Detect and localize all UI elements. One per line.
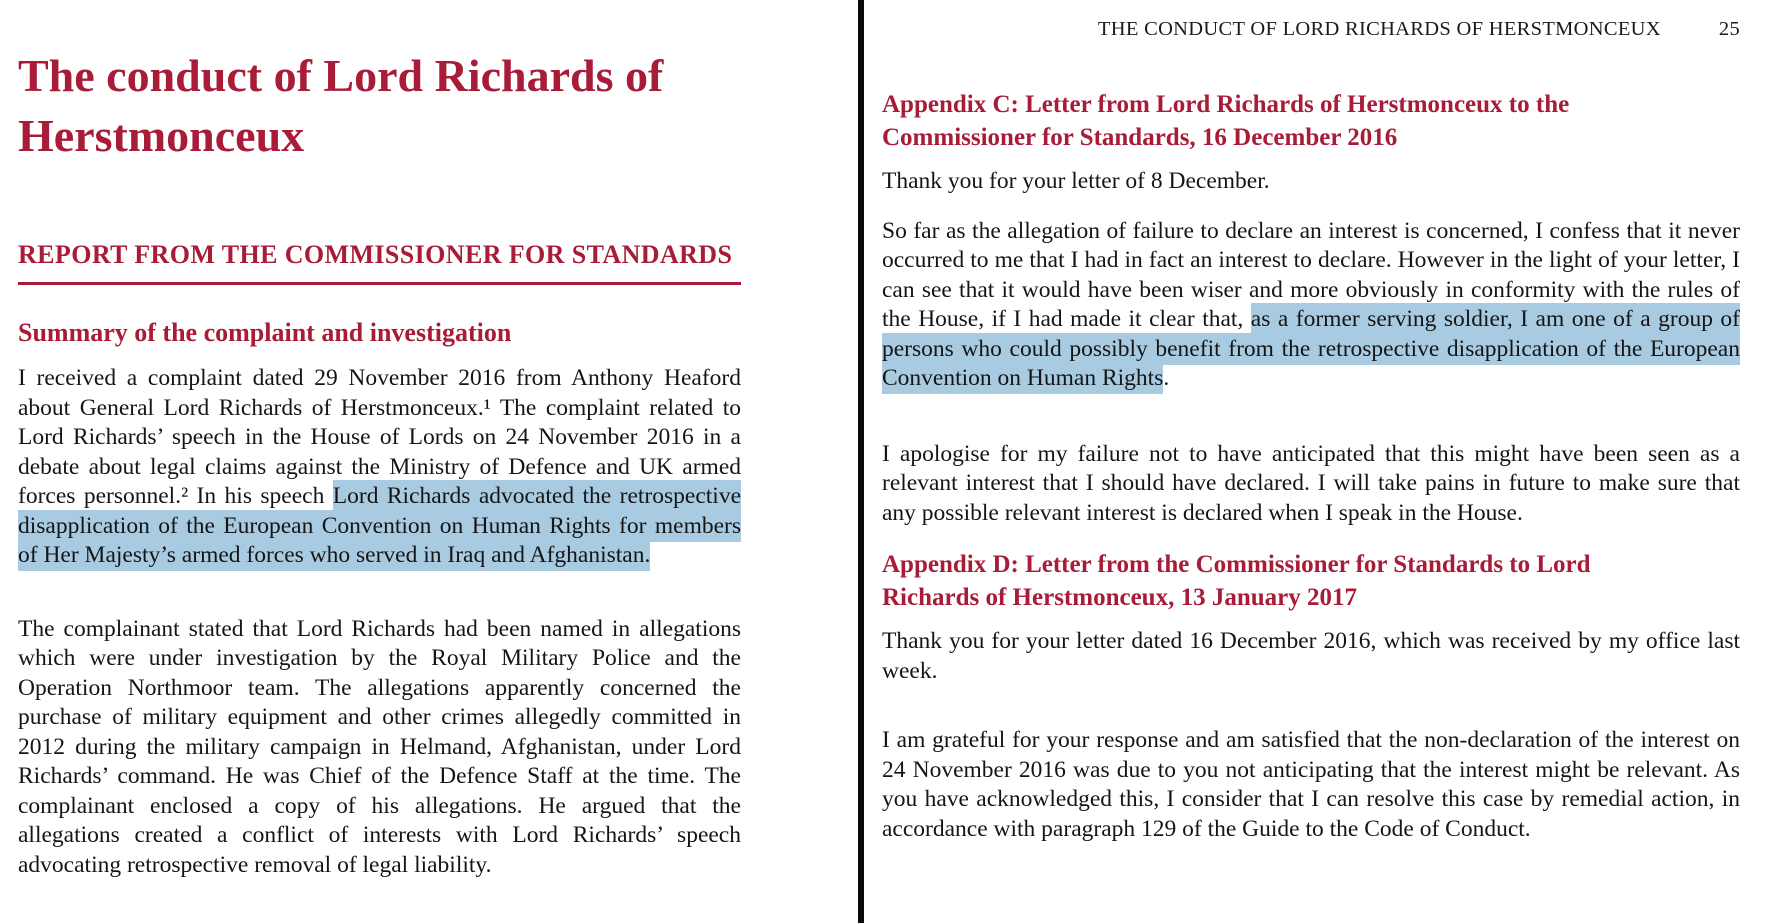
report-title-line: The conduct of Lord Richards of <box>18 50 664 101</box>
paragraph-complaint <box>18 364 741 571</box>
page-right <box>864 0 1766 923</box>
appendix-d-heading <box>882 548 1740 614</box>
paragraph-text: The complainant stated that Lord Richards had been named in allegations which were under investigation by the Royal Military Police and the Operation Northmoor team. The allegations apparently concerned the purchase of military equipment and other crimes allegedly committed in 2012 during the military campaign in Helmand, Afghanistan, under Lord Richards’ command. He was Chief of the Defence Staff at the time. The complainant enclosed a copy of his allegations. He argued that the allegations created a conflict of interests with Lord Richards’ speech advocating retrospective removal of legal liability. <box>18 615 741 878</box>
appendix-d-heading-line: Appendix D: Letter from the Commissioner for Standards to Lord <box>882 551 1591 578</box>
appendix-c-heading-line: Appendix C: Letter from Lord Richards of Herstmonceux to the <box>882 91 1570 118</box>
paragraph-text: So far as the allegation of failure to declare an interest is concerned, I confess that it never occurred to me that I had in fact an interest to declare. However in the light of your letter, I can see that it would have been wiser and more obviously in conformity with the rules of the House, if I had made it clear that, <box>882 217 1740 332</box>
running-title: THE CONDUCT OF LORD RICHARDS OF HERSTMONCEUX <box>1097 18 1661 40</box>
paragraph-text: Thank you for your letter dated 16 December 2016, which was received by my office last week. <box>882 628 1740 684</box>
appendix-c-heading <box>882 88 1740 154</box>
report-title <box>18 46 741 166</box>
report-title-line: Herstmonceux <box>18 110 305 161</box>
paragraph-text: . <box>1163 365 1170 391</box>
highlighted-text: Lord Richards advocated the retrospective disapplication of the European Convention on Human Rights for members of Her Majesty’s armed forces who served in Iraq and Afghanistan. <box>18 480 741 571</box>
paragraph-letter-d-2 <box>882 726 1740 844</box>
page-left <box>0 0 858 923</box>
paragraph-letter-c-3 <box>882 440 1740 529</box>
paragraph-letter-d-1 <box>882 627 1740 686</box>
appendix-d-heading-line: Richards of Herstmonceux, 13 January 2017 <box>882 584 1357 611</box>
paragraph-letter-c-1 <box>882 167 1740 197</box>
running-header <box>882 16 1740 42</box>
paragraph-text: I received a complaint dated 29 November 2016 from Anthony Heaford about General Lord Richards of Herstmonceux.¹ The complaint related to Lord Richards’ speech in the House of Lords on 24 November 2016 in a debate about legal claims against the Ministry of Defence and UK armed forces personnel.² In his speech <box>18 365 741 509</box>
subsection-heading-summary: Summary of the complaint and investigation <box>18 318 512 347</box>
section-heading-report: REPORT FROM THE COMMISSIONER FOR STANDARDS <box>18 240 741 285</box>
paragraph-letter-c-2 <box>882 217 1740 394</box>
paragraph-text: I apologise for my failure not to have anticipated that this might have been seen as a relevant interest that I should have declared. I will take pains in future to make sure that any possible relevant interest is declared when I speak in the House. <box>882 440 1740 526</box>
highlighted-text: as a former serving soldier, I am one of a group of persons who could possibly benefit from the retrospective disapplication of the European Convention on Human Rights <box>882 303 1740 394</box>
paragraph-text: Thank you for your letter of 8 December. <box>882 168 1270 194</box>
appendix-c-heading-line: Commissioner for Standards, 16 December 2016 <box>882 124 1398 151</box>
paragraph-text: I am grateful for your response and am satisfied that the non-declaration of the interest on 24 November 2016 was due to you not anticipating that the interest might be relevant. As you have acknowledged this, I consider that I can resolve this case by remedial action, in accordance with paragraph 129 of the Guide to the Code of Conduct. <box>882 727 1740 842</box>
page-number: 25 <box>1718 18 1740 40</box>
paragraph-complainant <box>18 615 741 881</box>
